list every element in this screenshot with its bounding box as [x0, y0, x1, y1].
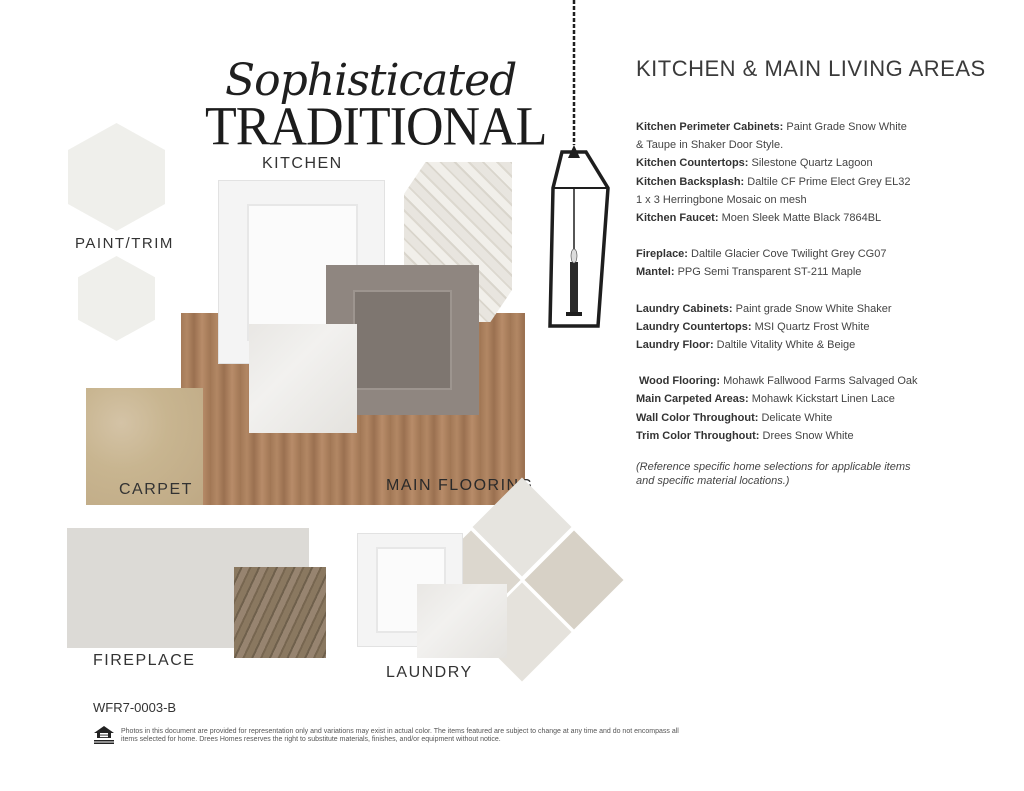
collection-script-title: Sophisticated [225, 55, 517, 106]
spec-value: Daltile Vitality White & Beige [716, 339, 856, 352]
spec-label: Fireplace: [636, 248, 688, 261]
spec-value: Delicate White [761, 411, 833, 424]
document-code: WFR7-0003-B [93, 700, 177, 715]
paint-swatch-large [68, 123, 165, 231]
spec-label: Mantel: [636, 266, 675, 279]
spec-value: MSI Quartz Frost White [754, 320, 870, 333]
spec-value: Mohawk Kickstart Linen Lace [751, 393, 895, 406]
laundry-label: LAUNDRY [386, 664, 473, 681]
kitchen-countertop-swatch [249, 324, 357, 433]
spec-value: Paint grade Snow White Shaker [735, 302, 892, 315]
pendant-light-image [540, 0, 620, 335]
spec-label: Wall Color Throughout: [636, 411, 759, 424]
spec-value: Daltile CF Prime Elect Grey EL32 [747, 175, 911, 188]
spec-value: Paint Grade Snow White [786, 121, 907, 133]
main-flooring-label: MAIN FLOORING [386, 477, 534, 494]
reference-note: (Reference specific home selections for applicable items and specific material locations.) [636, 461, 911, 487]
collection-title: TRADITIONAL [205, 97, 547, 157]
kitchen-label: KITCHEN [262, 155, 343, 172]
spec-value: 1 x 3 Herringbone Mosaic on mesh [636, 193, 807, 206]
laundry-countertop-swatch [417, 584, 507, 658]
carpet-label: CARPET [119, 481, 193, 498]
spec-value: Silestone Quartz Lagoon [751, 157, 873, 170]
spec-value: PPG Semi Transparent ST-211 Maple [677, 266, 862, 279]
spec-label: Main Carpeted Areas: [636, 393, 749, 406]
spec-value: Daltile Glacier Cove Twilight Grey CG07 [691, 248, 887, 261]
spec-label: Laundry Floor: [636, 339, 714, 352]
section-title: KITCHEN & MAIN LIVING AREAS [636, 56, 986, 81]
spec-label: Kitchen Faucet: [636, 212, 719, 225]
spec-label: Laundry Cabinets: [636, 302, 733, 315]
spec-value: Mohawk Fallwood Farms Salvaged Oak [723, 375, 918, 388]
trim-swatch-small [78, 256, 155, 341]
spec-label: Wood Flooring: [639, 375, 721, 388]
equal-housing-icon [93, 725, 115, 745]
spec-label: Kitchen Perimeter Cabinets: [636, 121, 784, 133]
spec-value: Drees Snow White [762, 429, 854, 442]
spec-label: Kitchen Backsplash: [636, 175, 745, 188]
spec-label: Trim Color Throughout: [636, 429, 760, 442]
spec-value: & Taupe in Shaker Door Style. [636, 139, 784, 152]
specifications-list [636, 118, 926, 488]
spec-label: Laundry Countertops: [636, 320, 752, 333]
spec-value: Moen Sleek Matte Black 7864BL [721, 212, 882, 225]
paint-trim-label: PAINT/TRIM [75, 235, 174, 252]
fireplace-label: FIREPLACE [93, 652, 196, 669]
disclaimer-text: Photos in this document are provided for representation only and variations may exist in actual color. The items featured are subject to change at any time and do not encompass all items selected for home. Drees Homes reserves the right to substitute materials, finishes, and/or equipment without notice. [121, 728, 679, 743]
mantel-stain-swatch [234, 567, 326, 658]
spec-label: Kitchen Countertops: [636, 157, 749, 170]
